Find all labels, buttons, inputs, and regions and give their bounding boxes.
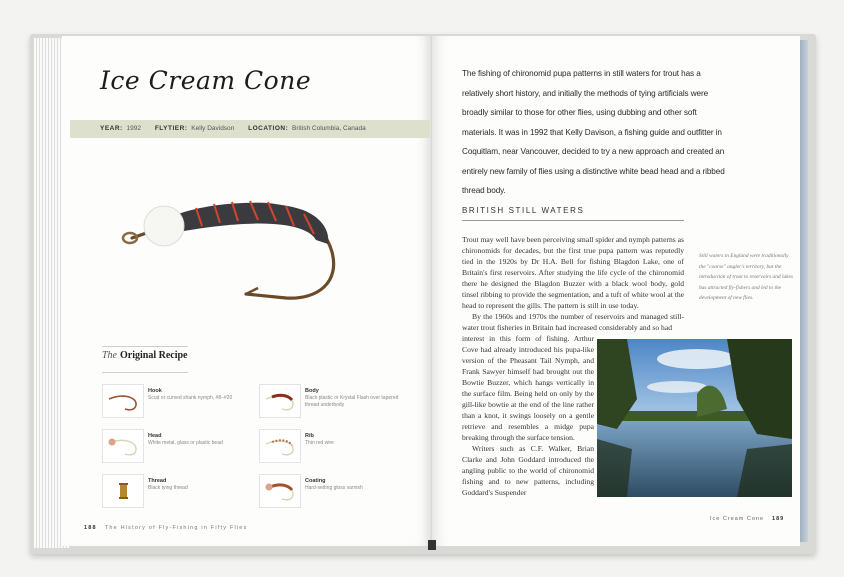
body-thumb-icon	[259, 384, 301, 418]
ingredient-rib	[259, 429, 409, 463]
recipe-rule-bottom	[102, 372, 188, 373]
ingredient-coating	[259, 474, 409, 508]
page-title: Ice Cream Cone	[100, 66, 312, 95]
recipe-title-text: Original Recipe	[120, 350, 188, 361]
right-running-title: Ice Cream Cone	[710, 516, 765, 522]
ingredient-name: Coating	[305, 478, 326, 484]
recipe-title	[102, 350, 188, 361]
fly-illustration	[118, 190, 350, 320]
ingredient-name: Rib	[305, 433, 314, 439]
body-paragraph: Trout may well have been perceiving small spider and nymph patterns as chironomids for decades, but the first true pupa pattern was reputedly tied in the 1920s by Dr H.A. Bell for fishing Blagdon Lake, one of Britain's first reservoirs. After studying the life cycle of the chironomid there he designed the Blagdon Buzzer with a black wool body, gold tinsel ribbing to provide the segmentation, and a tuft of white wool at the head to represent the gills. The pattern is still in use today.	[462, 235, 684, 310]
flytier-value: Kelly Davidson	[191, 125, 235, 132]
section-rule	[462, 220, 684, 221]
body-paragraph: interest in this form of fishing. Arthur Cove had already introduced his pupa-like version of the Pheasant Tail Nymph, and Frank Sawyer himself had brought out the Bowtie Buzzer, which hangs vertically in the surface film. Being held on only by the gill-like bowtie at the end of the line rather than a knot, it swings loosely on a gentle retrieve and resembles a midge pupa breaking through the surface tension.	[462, 334, 594, 442]
left-footer	[84, 525, 248, 531]
ingredient-name: Head	[148, 433, 162, 439]
flytier-label: FLYTIER:	[154, 125, 188, 132]
head-thumb-icon	[102, 429, 144, 463]
body-paragraph: By the 1960s and 1970s the number of reservoirs and managed still-water trout fisheries in Britain had increased considerably and so had	[462, 312, 684, 332]
ingredient-body	[259, 384, 409, 418]
ingredient-desc: Scud or curved shank nymph, #8–#20	[148, 395, 233, 401]
ingredient-name: Thread	[148, 478, 167, 484]
section-heading: BRITISH STILL WATERS	[462, 206, 585, 215]
rib-thumb-icon	[259, 429, 301, 463]
coating-thumb-icon	[259, 474, 301, 508]
right-footer	[710, 516, 784, 522]
fly-meta-band	[70, 120, 430, 138]
ingredient-hook	[102, 384, 252, 418]
ingredient-desc: Thin red wire	[305, 440, 334, 446]
hook-thumb-icon	[102, 384, 144, 418]
ingredient-desc: Hard-setting gloss varnish	[305, 485, 363, 491]
ingredient-desc: White metal, glass or plastic bead	[148, 440, 223, 446]
sidebar-caption: Still waters in England were traditionally the "coarse" angler's territory, but the introduction of trout to reservoirs and lakes has attracted fly-fishers and led to the development of new flies.	[699, 253, 794, 301]
ingredient-name: Body	[305, 388, 319, 394]
right-page-number: 189	[772, 516, 785, 522]
ingredient-name: Hook	[148, 388, 162, 394]
ingredient-desc: Black plastic or Krystal Flash over tapered thread underbody	[305, 395, 399, 408]
recipe-title-prefix: The	[102, 350, 117, 361]
location-value: British Columbia, Canada	[292, 125, 366, 132]
thread-spool-icon	[102, 474, 144, 508]
left-running-title: The History of Fly-Fishing in Fifty Flies	[104, 525, 248, 531]
year-label: YEAR:	[100, 125, 123, 132]
ingredient-desc: Black tying thread	[148, 485, 188, 491]
body-paragraph: Writers such as C.F. Walker, Brian Clarke and John Goddard introduced the angling public to the world of chironomid fishing and to new patterns, including Goddard's Suspender	[462, 444, 594, 497]
ingredient-head	[102, 429, 252, 463]
year-value: 1992	[126, 125, 142, 132]
page-edge-blue	[800, 40, 808, 542]
left-page-number: 188	[84, 525, 97, 531]
ingredient-thread	[102, 474, 252, 508]
recipe-rule-top	[102, 346, 188, 347]
intro-paragraph: The fishing of chironomid pupa patterns in still waters for trout has a relatively short history, and initially the methods of tying artificials were broadly similar to those for other flies, using dubbing and other soft materials. It was in 1992 that Kelly Davison, a fishing guide and outfitter in Coquitlam, near Vancouver, decided to try a new approach and created an entirely new family of flies using a distinctive white bead head and a ribbed thread body.	[462, 69, 725, 195]
lake-photo	[597, 339, 792, 497]
location-label: LOCATION:	[248, 125, 289, 132]
spine	[428, 540, 436, 550]
